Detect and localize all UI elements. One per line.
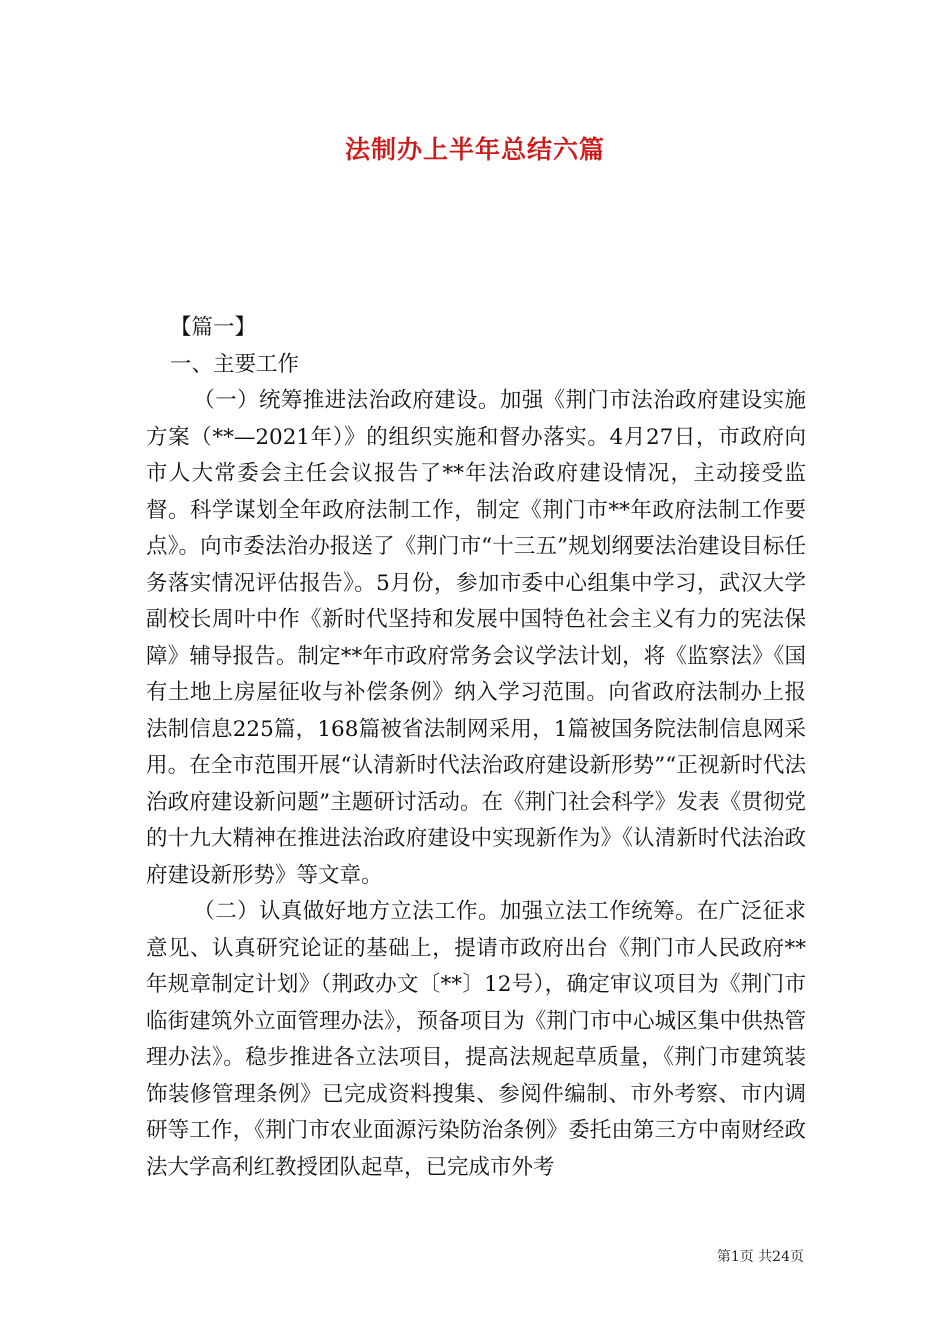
paragraph-1: （一）统筹推进法治政府建设。加强《荆门市法治政府建设实施方案（**—2021年）》的组织实施和督办落实。4月27日，市政府向市人大常委会主任会议报告了**年法治政府建设情况，主动接受监督。科学谋划全年政府法制工作，制定《荆门市**年政府法制工作要点》。向市委法治办报送了《荆门市“十三五”规划纲要法治建设目标任务落实情况评估报告》。5月份，参加市委中心组集中学习，武汉大学副校长周叶中作《新时代坚持和发展中国特色社会主义有力的宪法保障》辅导报告。制定**年市政府常务会议学法计划，将《监察法》《国有土地上房屋征收与补偿条例》纳入学习范围。向省政府法制办上报法制信息225篇，168篇被省法制网采用，1篇被国务院法制信息网采用。在全市范围开展“认清新时代法治政府建设新形势”“正视新时代法治政府建设新问题”主题研讨活动。在《荆门社会科学》发表《贯彻党的十九大精神在推进法治政府建设中实现新作为》《认清新时代法治政府建设新形势》等文章。 <box>146 388 806 888</box>
document-body <box>146 310 806 1186</box>
heading-main-work: 一、主要工作 <box>170 351 300 377</box>
section-label: 【篇一】 <box>170 315 257 340</box>
document-title: 法制办上半年总结六篇 <box>344 135 605 164</box>
page-number: 第1页 共24页 <box>716 1249 804 1265</box>
paragraph-2: （二）认真做好地方立法工作。加强立法工作统筹。在广泛征求意见、认真研究论证的基础上，提请市政府出台《荆门市人民政府**年规章制定计划》（荆政办文〔**〕12号），确定审议项目为《荆门市临街建筑外立面管理办法》，预备项目为《荆门市中心城区集中供热管理办法》。稳步推进各立法项目，提高法规起草质量，《荆门市建筑装饰装修管理条例》已完成资料搜集、参阅件编制、市外考察、市内调研等工作，《荆门市农业面源污染防治条例》委托由第三方中南财经政法大学高利红教授团队起草，已完成市外考 <box>146 899 806 1180</box>
